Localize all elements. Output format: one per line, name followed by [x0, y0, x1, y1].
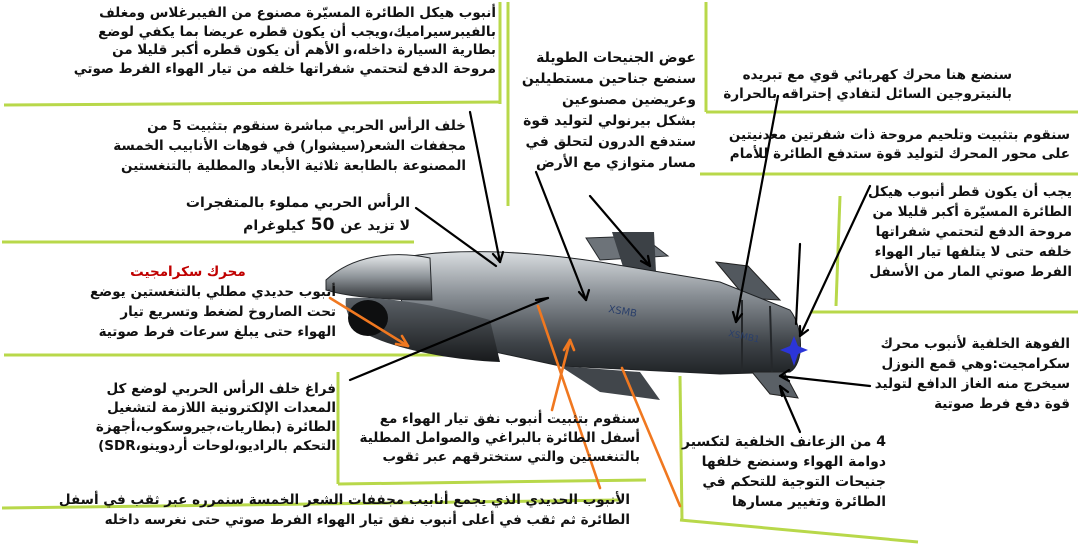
- annotation-line: تحت الصاروخ لضغط وتسريع تيار: [120, 304, 336, 320]
- annotation-propeller: [729, 126, 1070, 163]
- guide-line-fins-bottom: [680, 520, 918, 542]
- annotation-line: المصنوعة بالطابعة ثلاثية الأبعاد والمطلية بالتنغستين: [121, 158, 466, 174]
- annotation-line: أسفل الطائرة بالبراغي والصوامل المطلية: [359, 430, 640, 446]
- annotation-wings: [522, 48, 696, 174]
- annotation-line: الطائرة ثم ثقب في أعلى أنبوب نفق تيار الهواء الفرط صوتي حتى نغرسه داخله: [104, 512, 630, 528]
- pointer-nozzle: [780, 376, 870, 386]
- pointer-diameter: [796, 244, 800, 324]
- weight-value: 50: [304, 215, 341, 235]
- annotation-line: بالفيبرسيراميك،ويجب أن يكون قطره عريضا بما يكفي لوضع: [98, 23, 496, 40]
- annotation-warhead-tubes: [113, 116, 466, 176]
- annotation-line: قوة دفع فرط صوتية: [934, 396, 1070, 412]
- annotation-line: مجففات الشعر(سيشوار) في فوهات الأنابيب الخمسة: [113, 138, 466, 154]
- weight-unit: كيلوغرام: [243, 218, 305, 234]
- annotation-line: ستدفع الدرون لتحلق في: [525, 134, 696, 150]
- annotation-line: فراغ خلف الرأس الحربي لوضع كل: [106, 381, 336, 397]
- annotation-line: بالتنغستين والتي ستخترقهم عبر ثقوب: [382, 449, 640, 465]
- annotation-warhead: [186, 192, 410, 237]
- annotation-line: 4 من الزعانف الخلفية لتكسير: [682, 434, 886, 450]
- annotation-line: بطارية السيارة داخله،و الأهم أن يكون قطره أكبر قليلا من: [112, 42, 496, 58]
- missile: [326, 232, 808, 400]
- annotation-line: الرأس الحربي مملوء بالمتفجرات: [185, 195, 410, 211]
- annotation-line: الطائرة المسيّرة أكبر قليلا من: [872, 204, 1072, 220]
- annotation-line: مسار متوازي مع الأرض: [535, 155, 696, 171]
- annotation-line: عوض الجنيحات الطويلة: [536, 50, 696, 66]
- annotation-line: سكرامجيت:وهي قمع النوزل: [881, 356, 1070, 372]
- annotation-line: وعريضين مصنوعين: [561, 92, 696, 108]
- annotation-nozzle: [875, 334, 1070, 414]
- weight-prefix: لا تزيد عن: [340, 218, 410, 234]
- annotation-line: أنبوب حديدي مطلي بالتنغستين يوضع: [89, 284, 336, 300]
- annotation-line: بشكل بيرنولي لتوليد قوة: [523, 113, 696, 129]
- annotation-line: يجب أن يكون قطر أنبوب هيكل: [867, 184, 1072, 200]
- annotation-line: خلف الرأس الحربي مباشرة سنقوم بتثبيت 5 من: [147, 118, 466, 134]
- annotation-line: التحكم بالراديو،لوحات أردوينو،SDR): [98, 438, 336, 454]
- annotation-line: خلفه حتى لا يتلفها تيار الهواء: [874, 244, 1072, 260]
- annotation-line: الفرط صوتي المار من الأسفل: [869, 264, 1072, 280]
- lower-tail-fin: [752, 372, 798, 398]
- annotation-line: سنقوم بتثبيت وتلحيم مروحة ذات شفرتين معدنيتين: [728, 127, 1070, 143]
- annotation-scramjet: [90, 262, 336, 342]
- pointer-hull: [470, 112, 500, 262]
- annotation-line: جنيحات التوجية للتحكم في: [702, 474, 886, 490]
- annotation-line-weight: [186, 214, 410, 237]
- scramjet-title: محرك سكرامجيت: [130, 264, 246, 280]
- guide-line-top-left-horizontal: [4, 102, 500, 105]
- annotation-line: بالنيتروجين السائل لتفادي إحتراقه بالحرارة: [723, 85, 1012, 102]
- annotation-tube-hull: [74, 4, 496, 78]
- annotation-line: الطائرة وتغيير مسارها: [731, 494, 886, 510]
- annotation-line: سنضع هنا محرك كهربائي قوي مع تبريده: [742, 67, 1012, 83]
- annotation-line: على محور المحرك لتوليد قوة ستدفع الطائرة للأمام: [729, 145, 1070, 162]
- annotation-line: سنضع جناحين مستطيلين: [521, 71, 696, 87]
- annotation-line: الأنبوب الحديدي الذي يجمع أنابيب مجففات الشعر الخمسة سنمرره عبر ثقب في أسفل: [58, 492, 630, 508]
- annotation-fins: [682, 432, 886, 512]
- annotation-air-tunnel: [360, 410, 640, 467]
- annotation-line: الفوهة الخلفية لأنبوب محرك: [880, 336, 1070, 352]
- missile-label: XSMB: [607, 304, 638, 320]
- missile-nose: [326, 255, 432, 300]
- annotation-line: دوامة الهواء وسنضع خلفها: [701, 454, 886, 470]
- lower-wing: [560, 366, 660, 400]
- annotation-diameter: [868, 182, 1072, 282]
- annotation-line: سنقوم بتثبيت أنبوب نفق تيار الهواء مع: [379, 411, 640, 427]
- annotation-line: مروحة الدفع لتحتمي شفراتها خلفه من تيار الهواء الفرط صوتي: [73, 60, 496, 77]
- annotation-electronics: [96, 380, 336, 456]
- annotation-line: الطائرة (بطاريات،جيروسكوب،أجهزة: [95, 419, 336, 435]
- missile-side-label: XSMB1: [727, 329, 761, 346]
- annotation-line: مروحة الدفع لتحتمي شفراتها: [875, 224, 1072, 240]
- annotation-line: سيخرج منه الغاز الدافع لتوليد: [874, 376, 1070, 392]
- annotation-motor: [723, 66, 1012, 103]
- annotation-line: الهواء حتى يبلغ سرعات فرط صوتية: [98, 324, 336, 340]
- annotation-line: المعدات الإلكترونية اللازمة لتشغيل: [107, 400, 336, 416]
- annotation-line: أنبوب هيكل الطائرة المسيّرة مصنوع من الفيبرغلاس ومغلف: [99, 5, 496, 21]
- annotation-iron-tube: [59, 490, 630, 530]
